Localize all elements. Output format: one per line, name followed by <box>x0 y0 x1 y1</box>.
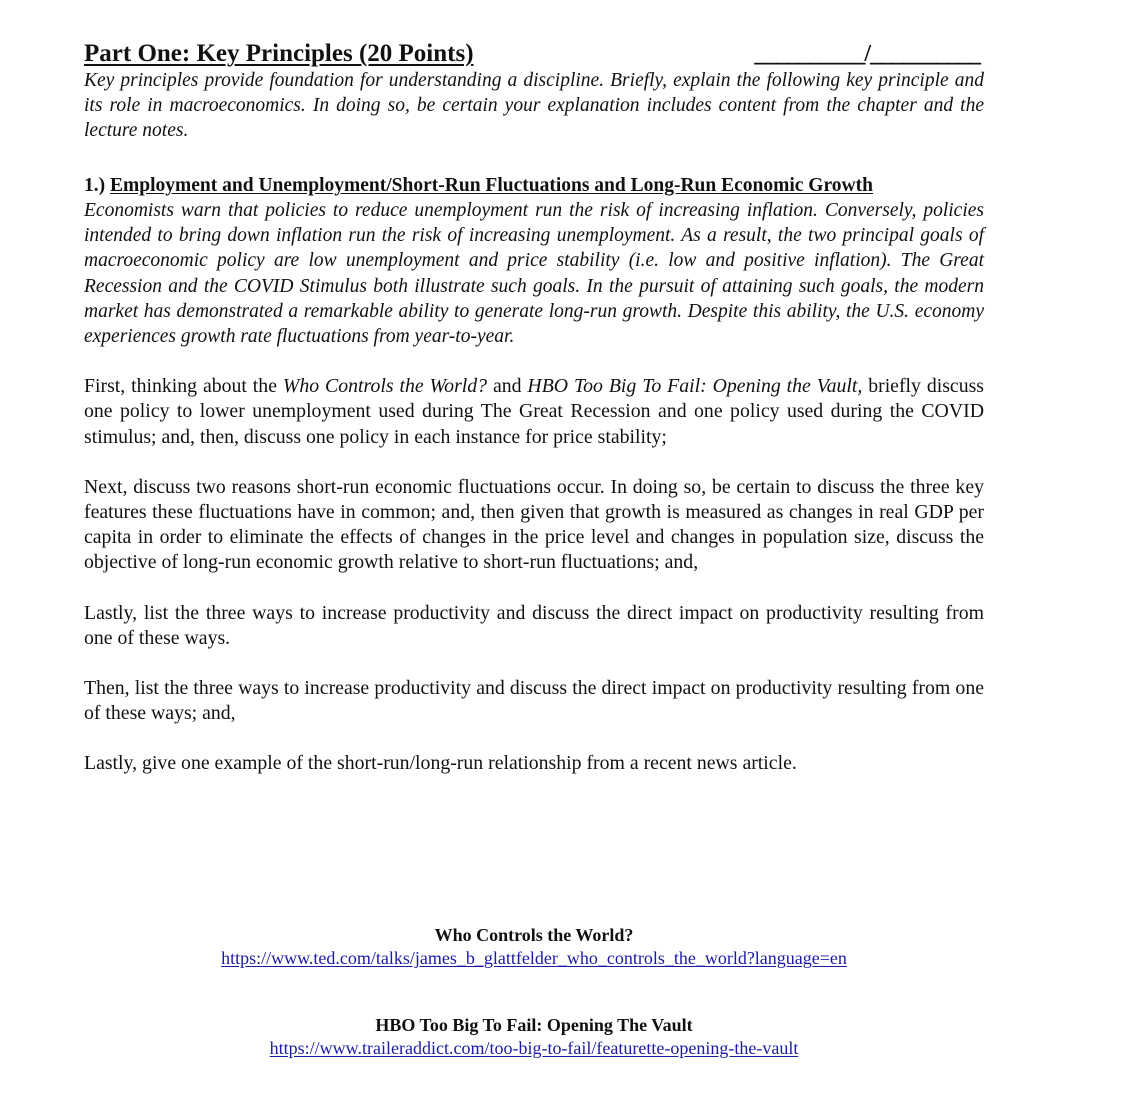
reference-who-controls <box>84 924 984 970</box>
reference-title: HBO Too Big To Fail: Opening The Vault <box>375 1015 693 1035</box>
prompt-paragraph-4: Then, list the three ways to increase productivity and discuss the direct impact on productivity resulting from one of these ways; and, <box>84 677 984 725</box>
prompt-paragraph-3: Lastly, list the three ways to increase productivity and discuss the direct impact on productivity resulting from one of these ways. <box>84 601 984 649</box>
question-context: Economists warn that policies to reduce unemployment run the risk of increasing inflation. Conversely, policies intended to bring down inflation run the risk of increasing unemployment. As a result, the two principal goals of macroeconomic policy are low unemployment and price stability (i.e. low and positive inflation). The Great Recession and the COVID Stimulus both illustrate such goals. In the pursuit of attaining such goals, the modern market has demonstrated a remarkable ability to generate long-run growth. Despite this ability, the U.S. economy experiences growth rate fluctuations from year-to-year. <box>84 200 984 348</box>
header-row <box>84 38 984 68</box>
p1-title-who-controls: Who Controls the World? <box>282 375 488 398</box>
p1-part-b: and <box>487 375 528 398</box>
p1-title-hbo: HBO Too Big To Fail: Opening the Vault, <box>527 375 863 398</box>
reference-link-traileraddict[interactable]: https://www.traileraddict.com/too-big-to-fail/featurette-opening-the-vault <box>269 1038 799 1058</box>
reference-title: Who Controls the World? <box>434 925 634 945</box>
p1-part-c: briefly discuss one policy to lower unemployment used during The Great Recession and one policy used during the COVID stimulus; and, then, discuss one policy in each instance for price stability; <box>84 375 984 448</box>
prompt-paragraph-1 <box>84 374 984 450</box>
reference-hbo <box>84 1014 984 1060</box>
p1-part-a: First, thinking about the <box>84 375 283 398</box>
intro-instructions: Key principles provide foundation for understanding a discipline. Briefly, explain the following key principle and its role in macroeconomics. In doing so, be certain your explanation includes content from the chapter and the lecture notes. <box>84 70 984 141</box>
question-title: Employment and Unemployment/Short-Run Fluctuations and Long-Run Economic Growth <box>110 175 873 196</box>
document-page <box>84 38 984 777</box>
part-title: Part One: Key Principles (20 Points) <box>84 40 474 67</box>
score-blank: __________/__________ <box>754 41 980 67</box>
prompt-paragraph-5: Lastly, give one example of the short-run/long-run relationship from a recent news article. <box>84 752 797 775</box>
prompt-paragraph-2: Next, discuss two reasons short-run economic fluctuations occur. In doing so, be certain to discuss the three key features these fluctuations have in common; and, then given that growth is measured as changes in real GDP per capita in order to eliminate the effects of changes in the price level and changes in population size, discuss the objective of long-run economic growth relative to short-run fluctuations; and, <box>84 475 984 574</box>
question-heading <box>84 173 984 198</box>
question-number: 1.) <box>84 175 106 196</box>
reference-link-ted[interactable]: https://www.ted.com/talks/james_b_glattfelder_who_controls_the_world?language=en <box>221 948 847 968</box>
